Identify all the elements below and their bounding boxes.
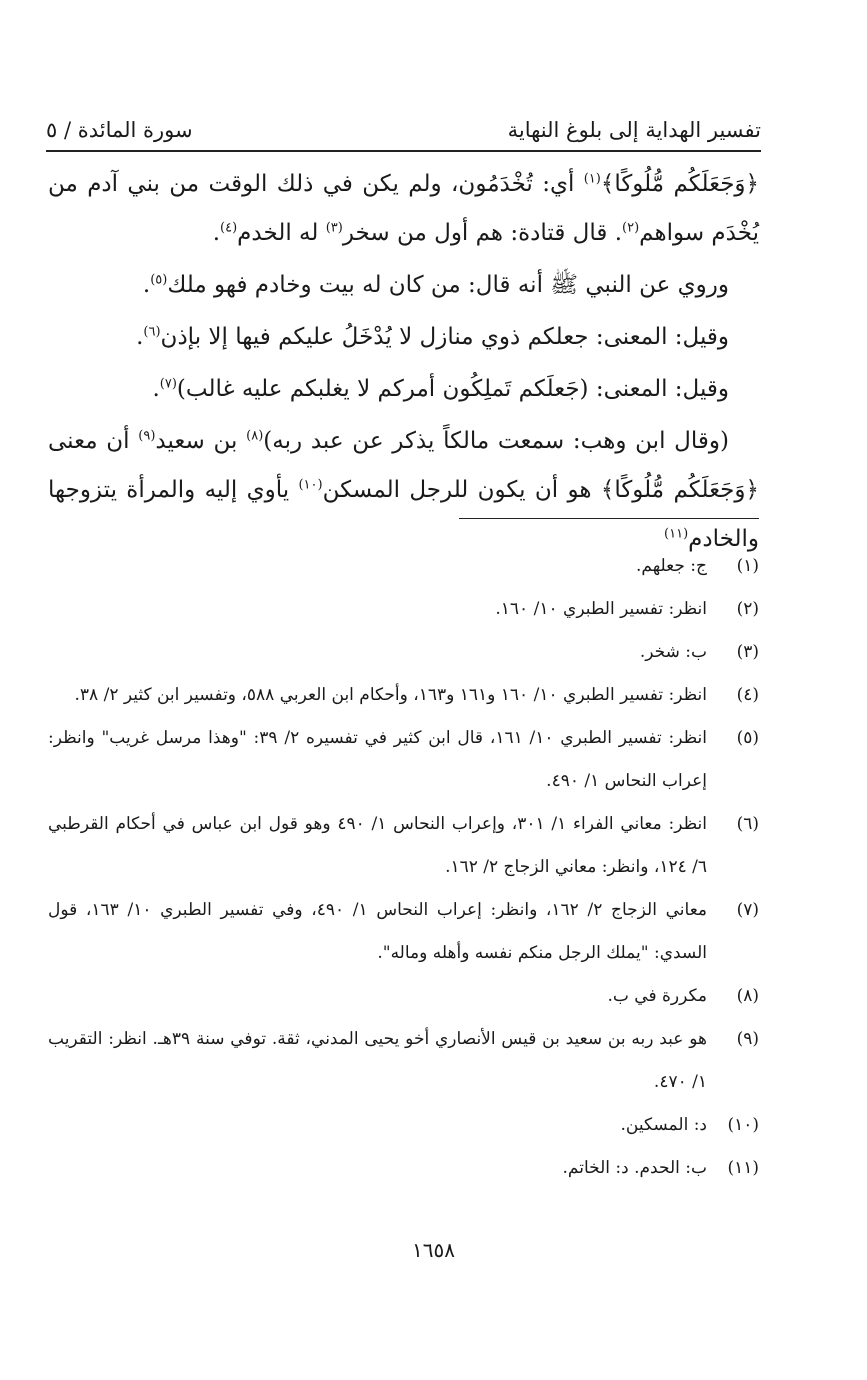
footnote-ref: (٩) — [138, 428, 156, 444]
footnote-ref: (٤) — [220, 220, 238, 236]
footnote-item — [48, 803, 759, 889]
text-span: له الخدم — [237, 220, 326, 246]
footnote-ref: (١١) — [664, 526, 689, 542]
footnote-item — [48, 1018, 759, 1104]
footnote-ref: (٣) — [325, 220, 343, 236]
footnote-text: معاني الزجاج ٢/ ١٦٢، وانظر: إعراب النحاس ١/ ٤٩٠، وفي تفسير الطبري ١٠/ ١٦٣، قول السدي: "يملك الرجل منكم نفسه وأهله وماله". — [48, 900, 707, 963]
footnote-item — [48, 975, 759, 1018]
text-span: . — [142, 272, 151, 298]
footnote-number: (٥) — [736, 728, 759, 748]
footnote-text: ب: الحدم. د: الخاتم. — [562, 1158, 707, 1178]
text-span: وروي عن النبي ﷺ أنه قال: من كان له بيت وخادم فهو ملك — [167, 272, 729, 298]
footnote-number: (٨) — [736, 986, 759, 1006]
footnote-item — [48, 717, 759, 803]
page-number: ١٦٥٨ — [412, 1238, 455, 1262]
footnote-text: هو عبد ربه بن سعيد بن قيس الأنصاري أخو يحيى المدني، ثقة. توفي سنة ٣٩هـ. انظر: التقريب ١/ ٤٧٠. — [48, 1029, 707, 1092]
text-span: . — [136, 324, 144, 350]
footnote-number: (٢) — [736, 599, 759, 619]
footnote-item — [48, 588, 759, 631]
footnote-ref: (٢) — [622, 220, 640, 236]
footnote-ref: (١٠) — [298, 477, 323, 493]
footnote-item — [48, 674, 759, 717]
running-header — [46, 98, 761, 152]
footnote-ref: (٥) — [150, 272, 168, 288]
text-span: أن معنى — [48, 428, 139, 454]
text-span: أي: تُخْدَمُون، ولم يكن في ذلك الوقت من بني آدم من يُخْدَم سواهم — [48, 171, 759, 246]
footnote-item — [48, 889, 759, 975]
book-title: تفسير الهداية إلى بلوغ النهاية — [507, 118, 761, 142]
footnote-number: (١١) — [727, 1158, 759, 1178]
footnote-item — [48, 1147, 759, 1190]
text-span: وقيل: المعنى: (جَعلَكم تَملِكُون أمركم لا يغلبكم عليه غالب) — [176, 376, 729, 402]
paragraph-5 — [48, 417, 759, 564]
paragraph-4 — [48, 365, 759, 414]
paragraph-3 — [48, 313, 759, 362]
footnote-text: ج: جعلهم. — [636, 556, 707, 576]
footnote-text: انظر: تفسير الطبري ١٠/ ١٦١، قال ابن كثير في تفسيره ٢/ ٣٩: "وهذا مرسل غريب" وانظر: إعراب النحاس ١/ ٤٩٠. — [48, 728, 707, 791]
footnote-number: (٤) — [736, 685, 759, 705]
footnote-item — [48, 1104, 759, 1147]
footnote-text: ب: شخر. — [639, 642, 707, 662]
footnote-separator — [459, 518, 759, 519]
footnote-ref: (٦) — [143, 324, 161, 340]
main-text — [48, 160, 759, 567]
surah-label: سورة المائدة / ٥ — [46, 118, 193, 142]
footnote-text: انظر: تفسير الطبري ١٠/ ١٦٠. — [495, 599, 707, 619]
footnote-text: انظر: تفسير الطبري ١٠/ ١٦٠ و١٦١ و١٦٣، وأحكام ابن العربي ٥٨٨، وتفسير ابن كثير ٢/ ٣٨. — [74, 685, 707, 705]
text-span: . — [212, 220, 221, 246]
footnotes — [48, 545, 759, 1190]
footnote-number: (٩) — [736, 1029, 759, 1049]
text-span: هو أن يكون للرجل المسكن — [322, 477, 601, 503]
footnote-item — [48, 631, 759, 674]
quran-quote: ﴿وَجَعَلَكُم مُّلُوكًا﴾ — [600, 171, 759, 197]
text-span: وقيل: المعنى: جعلكم ذوي منازل لا يُدْخَلُ عليكم فيها إلا بإذن — [160, 324, 729, 350]
footnote-number: (٦) — [736, 814, 759, 834]
footnote-item — [48, 545, 759, 588]
paragraph-1 — [48, 160, 759, 258]
text-span: يأوي إليه والمرأة يتزوجها والخادم — [48, 477, 759, 552]
footnote-number: (١٠) — [727, 1115, 759, 1135]
footnote-text: د: المسكين. — [620, 1115, 707, 1135]
text-span: (وقال ابن وهب: سمعت مالكاً يذكر عن عبد ربه) — [263, 428, 729, 454]
footnote-number: (١) — [736, 556, 759, 576]
footnote-ref: (٧) — [159, 376, 177, 392]
text-span: بن سعيد — [155, 428, 247, 454]
footnote-text: مكررة في ب. — [607, 986, 707, 1006]
footnote-ref: (٨) — [246, 428, 264, 444]
text-span: . — [152, 376, 160, 402]
paragraph-2 — [48, 261, 759, 310]
quran-quote: ﴿وَجَعَلَكُم مُّلُوكًا﴾ — [600, 477, 759, 503]
footnote-ref: (١) — [583, 171, 601, 187]
footnote-number: (٧) — [736, 900, 759, 920]
footnote-number: (٣) — [736, 642, 759, 662]
text-span: . قال قتادة: هم أول من سخر — [342, 220, 622, 246]
footnote-text: انظر: معاني الفراء ١/ ٣٠١، وإعراب النحاس ١/ ٤٩٠ وهو قول ابن عباس في أحكام القرطبي ٦/ ١٢٤، وانظر: معاني الزجاج ٢/ ١٦٢. — [48, 814, 707, 877]
